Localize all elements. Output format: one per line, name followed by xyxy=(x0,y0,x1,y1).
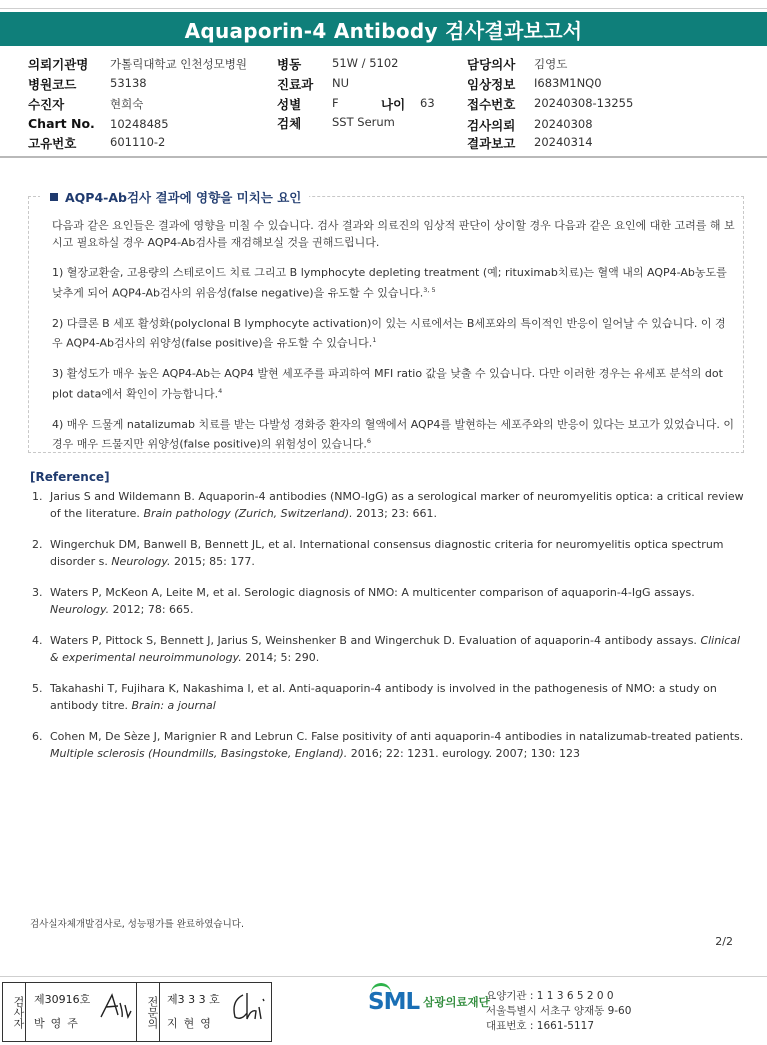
value-chart-no: 10248485 xyxy=(110,117,169,131)
factor-item: 1) 혈장교환술, 고용량의 스테로이드 치료 그리고 B lymphocyte depleting treatment (예; rituximab치료)는 혈액 내의 AQP4-Ab농도를 낮추게 되어 AQP4-Ab검사의 위음성(false negative)을 유도할 수 있습니다.$^{3, 5}$ xyxy=(52,266,727,300)
signer-tester xyxy=(26,983,136,1041)
signer-role-tester: 검사자 xyxy=(3,983,26,1041)
header-divider xyxy=(0,156,767,158)
factor-item: 4) 매우 드물게 natalizumab 치료를 받는 다발성 경화증 환자의 혈액에서 AQP4를 발현하는 세포주와의 반응이 있다는 보고가 있었습니다. 이 경우 매우 드물지만 위양성(false positive)의 위험성이 있습니다.$^6$ xyxy=(52,417,734,452)
specialist-name: 지현영 xyxy=(167,1017,217,1030)
footer-divider xyxy=(0,976,767,977)
tester-license-no: 제30916호 xyxy=(34,993,91,1006)
lab-name: 삼광의료재단 xyxy=(423,995,490,1009)
report-title: Aquaporin-4 Antibody 검사결과보고서 xyxy=(184,18,583,43)
report-title-bar xyxy=(0,12,767,46)
label-clinical-info: 임상정보 xyxy=(467,77,516,92)
value-hospital-code: 53138 xyxy=(110,76,147,90)
label-age: 나이 xyxy=(381,97,406,112)
logo-arc-icon xyxy=(371,983,391,994)
signer-role-specialist: 전문의 xyxy=(136,983,160,1041)
factors-body xyxy=(52,218,736,468)
lab-address: 서울특별시 서초구 양재동 9-60 xyxy=(486,1005,632,1017)
tester-signature xyxy=(98,991,134,1021)
tester-name: 박영주 xyxy=(34,1017,84,1030)
specialist-signature xyxy=(229,991,267,1023)
reference-title: [Reference] xyxy=(30,470,110,484)
patient-info xyxy=(0,55,767,155)
value-ward: 51W / 5102 xyxy=(332,56,399,70)
value-department: NU xyxy=(332,76,350,90)
factors-title-text: AQP4-Ab검사 결과에 영향을 미치는 요인 xyxy=(65,190,302,205)
sml-logo-mark: SML xyxy=(368,989,419,1015)
lab-code: 요양기관 : 1 1 3 6 5 2 0 0 xyxy=(486,990,614,1002)
value-request-date: 20240308 xyxy=(534,117,593,131)
factor-item: 3) 활성도가 매우 높은 AQP4-Ab는 AQP4 발현 세포주를 파괴하여 MFI ratio 값을 낮출 수 있습니다. 다만 이러한 경우는 유세포 분석의 dot plot data에서 확인이 가능합니다.$^4$ xyxy=(52,367,723,401)
value-accession-no: 20240308-13255 xyxy=(534,96,634,110)
square-bullet-icon xyxy=(50,193,58,201)
signature-box xyxy=(2,982,272,1042)
factor-item: 2) 다클론 B 세포 활성화(polyclonal B lymphocyte activation)이 있는 시료에서는 B세포와의 특이적인 반응이 일어날 수 있습니다. 이 경우 AQP4-Ab검사의 위양성(false positive)을 유도할 수 있습니다.$^1$ xyxy=(52,316,726,350)
reference-item: 2. Wingerchuk DM, Banwell B, Bennett JL, et al. International consensus diagnostic criteria for neuromyelitis optica spectrum disorder s. Neurology. 2015; 85: 177. xyxy=(32,538,724,568)
value-sex: F xyxy=(332,96,339,110)
label-accession-no: 접수번호 xyxy=(467,97,516,112)
validation-note: 검사실자체개발검사로, 성능평가를 완료하였습니다. xyxy=(30,919,244,930)
value-doctor: 김영도 xyxy=(534,57,568,71)
lab-contact xyxy=(486,989,631,1034)
reference-item: 6. Cohen M, De Sèze J, Marignier R and Lebrun C. False positivity of anti aquaporin-4 antibodies in natalizumab-treated patients. Multiple sclerosis (Houndmills, Basingstoke, England). 2016; 22: 1231. eurology. 2007; 130: 123 xyxy=(32,730,744,760)
lab-logo xyxy=(368,989,490,1015)
label-sex: 성별 xyxy=(277,97,302,112)
value-clinical-info: I683M1NQ0 xyxy=(534,76,602,90)
value-report-date: 20240314 xyxy=(534,135,593,149)
label-hospital-code: 병원코드 xyxy=(28,77,77,92)
reference-list xyxy=(32,489,747,777)
value-age: 63 xyxy=(420,96,435,110)
label-report-date: 결과보고 xyxy=(467,136,516,151)
top-rule xyxy=(0,0,767,9)
value-specimen: SST Serum xyxy=(332,115,395,129)
signer-specialist xyxy=(159,983,271,1041)
value-unique-no: 601110-2 xyxy=(110,135,166,149)
factors-intro: 다음과 같은 요인들은 결과에 영향을 미칠 수 있습니다. 검사 결과와 의료진의 임상적 판단이 상이할 경우 다음과 같은 요인에 대한 고려를 해 보시고 필요하실 경우 AQP4-Ab검사를 재검해보실 것을 권해드립니다. xyxy=(52,219,735,249)
lab-phone: 대표번호 : 1661-5117 xyxy=(486,1020,595,1032)
label-institution: 의뢰기관명 xyxy=(28,57,89,72)
label-department: 진료과 xyxy=(277,77,314,92)
reference-item: 5. Takahashi T, Fujihara K, Nakashima I, et al. Anti-aquaporin-4 antibody is involved in the pathogenesis of NMO: a study on antibody titre. Brain: a journal xyxy=(32,682,717,712)
label-specimen: 검체 xyxy=(277,116,302,131)
reference-item: 4. Waters P, Pittock S, Bennett J, Jarius S, Weinshenker B and Wingerchuk D. Evaluation of aquaporin-4 antibody assays. Clinical & experimental neuroimmunology. 2014; 5: 290. xyxy=(32,634,741,664)
label-request-date: 검사의뢰 xyxy=(467,118,516,133)
label-ward: 병동 xyxy=(277,57,302,72)
label-chart-no: Chart No. xyxy=(28,116,95,131)
specialist-license-no: 제3 3 3 호 xyxy=(167,993,220,1006)
label-unique-no: 고유번호 xyxy=(28,136,77,151)
reference-item: 3. Waters P, McKeon A, Leite M, et al. Serologic diagnosis of NMO: A multicenter comparison of aquaporin-4-IgG assays. Neurology. 2012; 78: 665. xyxy=(32,586,695,616)
label-patient: 수진자 xyxy=(28,97,65,112)
value-institution: 가톨릭대학교 인천성모병원 xyxy=(110,57,247,71)
label-doctor: 담당의사 xyxy=(467,57,516,72)
reference-item: 1. Jarius S and Wildemann B. Aquaporin-4 antibodies (NMO-IgG) as a serological marker of neuromyelitis optica: a critical review of the literature. Brain pathology (Zurich, Switzerland). 2013; 23: 661. xyxy=(32,490,744,520)
page-number: 2/2 xyxy=(715,935,733,948)
value-patient: 현희숙 xyxy=(110,97,144,111)
factors-title xyxy=(40,188,309,206)
